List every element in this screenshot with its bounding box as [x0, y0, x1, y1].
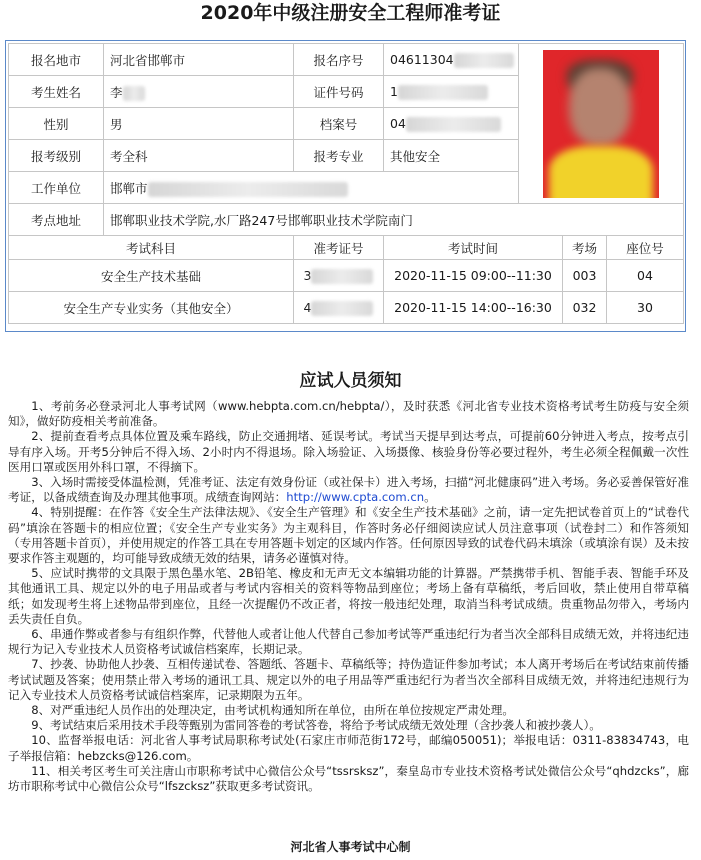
photo-cell — [519, 44, 684, 204]
label-reg-no: 报名序号 — [294, 44, 384, 76]
label-name: 考生姓名 — [9, 76, 104, 108]
admission-card — [5, 40, 686, 332]
redacted-ticket — [311, 269, 373, 284]
score-query-link[interactable]: http://www.cpta.com.cn — [286, 490, 425, 505]
exam-room: 032 — [563, 292, 607, 324]
header-subject: 考试科目 — [9, 236, 294, 260]
exam-subject: 安全生产专业实务（其他安全） — [9, 292, 294, 324]
notice-item: 4、特别提醒：在作答《安全生产法律法规》、《安全生产管理》和《安全生产技术基础》之前，请一定先把试卷首页上的“试卷代码”填涂在答题卡的相应位置；《安全生产专业实务》为主观科目，作答时务必仔细阅读应试人员注意事项（试卷封二）和作答须知（专用答题卡首页），并使用规定的作答工具在专用答题卡划定的区域内作答。任何原因导致的试卷代码未填涂（或填涂有误）及未按要求作答主观题的，均可能导致成绩无效的结果，请务必谨慎对待。 — [8, 505, 689, 566]
redacted-name — [123, 86, 145, 101]
value-file-no: 04 — [384, 108, 519, 140]
value-reg-no: 04611304 — [384, 44, 519, 76]
label-venue: 考点地址 — [9, 204, 104, 236]
notice-item: 2、提前查看考点具体位置及乘车路线，防止交通拥堵、延误考试。考试当天提早到达考点，可提前60分钟进入考点，按考点引导有序入场。开考5分钟后不得入场、2小时内不得退场。除入场验证、入场摄像、核验身份等必要过程外，考生必须全程佩戴一次性医用口罩或医用外科口罩，不得摘下。 — [8, 429, 689, 474]
redacted-id-no — [398, 85, 488, 100]
header-time: 考试时间 — [384, 236, 563, 260]
label-employer: 工作单位 — [9, 172, 104, 204]
value-region: 河北省邯郸市 — [104, 44, 294, 76]
exam-row — [9, 292, 684, 324]
notice-item: 10、监督举报电话：河北省人事考试局职称考试处(石家庄市师范街172号，邮编050051)；举报电话：0311-83834743，电子举报信箱：hebzcks@126.com。 — [8, 733, 689, 763]
value-venue: 邯郸职业技术学院,水厂路247号邯郸职业技术学院南门 — [104, 204, 684, 236]
notice-item: 11、相关考区考生可关注唐山市职称考试中心微信公众号“tssrsksz”，秦皇岛市专业技术资格考试处微信公众号“qhdzcks”，廊坊市职称考试中心微信公众号“lfszcksz”获取更多考试资讯。 — [8, 763, 689, 794]
label-region: 报名地市 — [9, 44, 104, 76]
redacted-employer — [148, 182, 348, 197]
notice-item: 3、入场时需接受体温检测，凭准考证、法定有效身份证（或社保卡）进入考场，扫描“河北健康码”进入考场。务必妥善保管好准考证，以备成绩查询及办理其他事项。成绩查询网站：http://www.cpta.com.cn。 — [8, 475, 689, 505]
value-major: 其他安全 — [384, 140, 519, 172]
admission-table — [8, 43, 684, 324]
notice-title: 应试人员须知 — [299, 371, 402, 391]
notice-item: 7、抄袭、协助他人抄袭、互相传递试卷、答题纸、答题卡、草稿纸等；持伪造证件参加考试；本人离开考场后在考试结束前传播考试试题及答案；使用禁止带入考场的通讯工具、规定以外的电子用品等严重违纪行为者当次全部科目成绩无效，并将违纪违规行为记入专业技术人员资格考试诚信档案库，记录期限为五年。 — [8, 657, 689, 702]
label-file-no: 档案号 — [294, 108, 384, 140]
label-gender: 性别 — [9, 108, 104, 140]
exam-ticket: 4 — [294, 292, 384, 324]
exam-seat: 30 — [607, 292, 684, 324]
label-id-no: 证件号码 — [294, 76, 384, 108]
header-seat: 座位号 — [607, 236, 684, 260]
notice-item: 8、对严重违纪人员作出的处理决定，由考试机构通知所在单位，由所在单位按规定严肃处理。 — [31, 703, 514, 718]
value-employer: 邯郸市 — [104, 172, 519, 204]
exam-row — [9, 260, 684, 292]
exam-subject: 安全生产技术基础 — [9, 260, 294, 292]
page-title: 2020年中级注册安全工程师准考证 — [200, 2, 501, 24]
label-level: 报考级别 — [9, 140, 104, 172]
redacted-ticket — [311, 301, 373, 316]
value-name: 李 — [104, 76, 294, 108]
label-major: 报考专业 — [294, 140, 384, 172]
notice-item: 6、串通作弊或者参与有组织作弊，代替他人或者让他人代替自己参加考试等严重违纪行为者当次全部科目成绩无效，并将违纪违规行为记入专业技术人员资格考试诚信档案库，长期记录。 — [8, 627, 689, 657]
exam-time: 2020-11-15 09:00--11:30 — [384, 260, 563, 292]
candidate-photo — [543, 50, 659, 198]
header-room: 考场 — [563, 236, 607, 260]
redacted-file-no — [406, 117, 501, 132]
exam-time: 2020-11-15 14:00--16:30 — [384, 292, 563, 324]
value-level: 考全科 — [104, 140, 294, 172]
notice-item: 5、应试时携带的文具限于黑色墨水笔、2B铅笔、橡皮和无声无文本编辑功能的计算器。严禁携带手机、智能手表、智能手环及其他通讯工具、规定以外的电子用品或者与考试内容相关的资料等物品到座位；考场上备有草稿纸，考后回收，禁止使用自带草稿纸；如发现考生将上述物品带到座位，且经一次提醒仍不改正者，将按一般违纪处理，取消当科考试成绩。贵重物品勿带入，考场内丢失责任自负。 — [8, 566, 689, 626]
exam-ticket: 3 — [294, 260, 384, 292]
issuer-footer: 河北省人事考试中心制 — [290, 840, 411, 854]
notice-item: 9、考试结束后采用技术手段等甄别为雷同答卷的考试答卷，将给予考试成绩无效处理（含抄袭人和被抄袭人）。 — [31, 718, 601, 733]
value-id-no: 1 — [384, 76, 519, 108]
header-ticket: 准考证号 — [294, 236, 384, 260]
notice-body — [8, 399, 689, 794]
exam-seat: 04 — [607, 260, 684, 292]
redacted-reg-no — [454, 53, 514, 68]
notice-item: 1、考前务必登录河北人事考试网（www.hebpta.com.cn/hebpta/），及时获悉《河北省专业技术资格考试考生防疫与安全须知》，做好防疫相关考前准备。 — [8, 399, 689, 429]
exam-room: 003 — [563, 260, 607, 292]
value-gender: 男 — [104, 108, 294, 140]
